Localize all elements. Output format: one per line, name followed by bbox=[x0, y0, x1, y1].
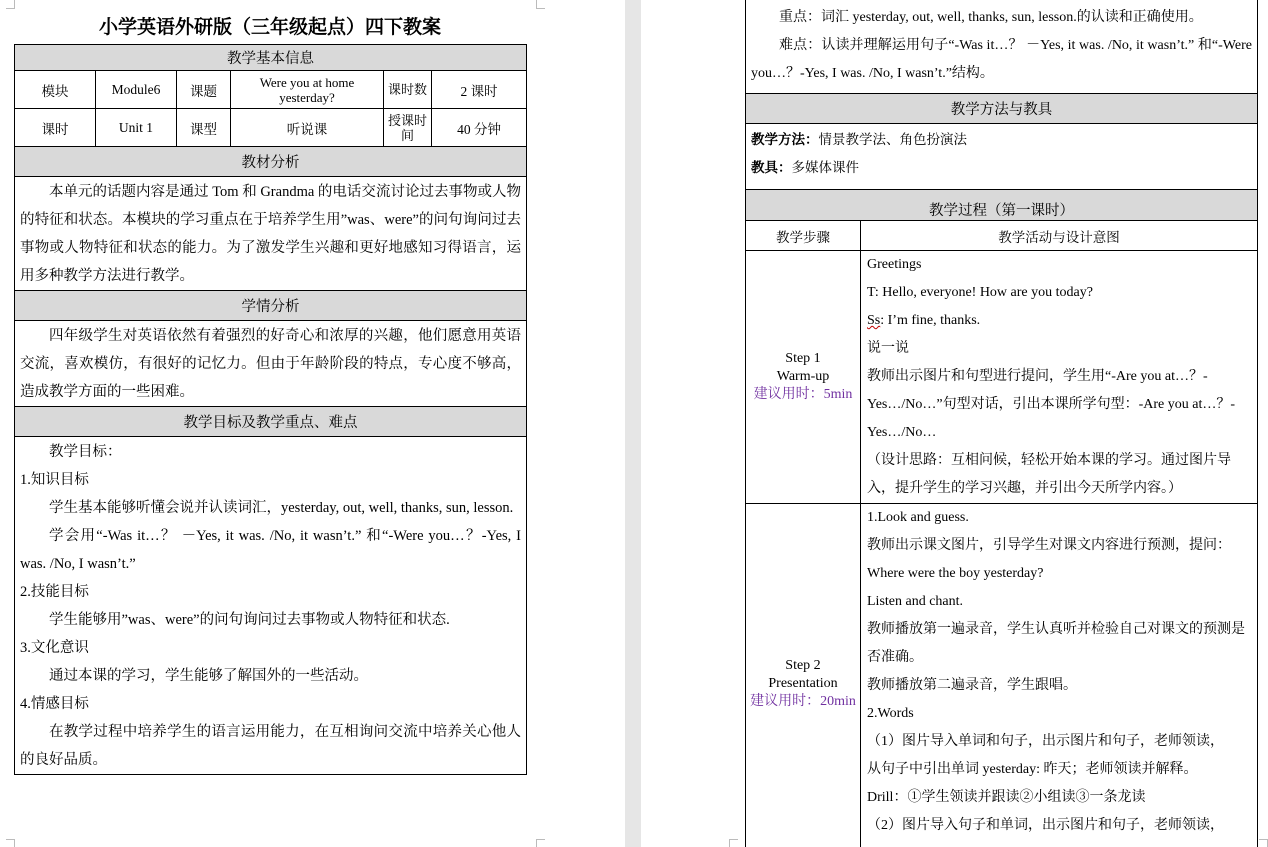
step1-cell bbox=[746, 251, 861, 504]
module-label: 模块 bbox=[15, 71, 96, 109]
goals-intro: 教学目标： bbox=[49, 444, 122, 460]
step2-line: Drill：①学生领读并跟读②小组读③一条龙读 bbox=[867, 790, 1146, 805]
step2-line: 1.Look and guess. bbox=[867, 510, 969, 525]
culture-goal-1: 通过本课的学习，学生能够了解国外的一些活动。 bbox=[49, 668, 368, 684]
culture-goal-heading: 3.文化意识 bbox=[20, 640, 89, 656]
step1-line: 说一说 bbox=[867, 341, 909, 356]
step1-line: 教师出示图片和句型进行提问，学生用“-Are you at…？-Yes…/No…”句型对话，引出本课所学句型：-Are you at…？-Yes…/No… bbox=[867, 369, 1235, 440]
step1-line: Ss: I’m fine, thanks. bbox=[867, 313, 981, 328]
skill-goal-1: 学生能够用”was、were”的问句询问过去事物或人物特征和状态. bbox=[49, 612, 450, 628]
student-analysis-header: 学情分析 bbox=[15, 291, 527, 321]
step1-line: T: Hello, everyone! How are you today? bbox=[867, 285, 1093, 300]
tools-value: 多媒体课件 bbox=[791, 160, 859, 175]
method-value: 情景教学法、角色扮演法 bbox=[818, 132, 967, 147]
methods-content bbox=[746, 124, 1258, 190]
page-gutter bbox=[625, 0, 641, 847]
step2-cell bbox=[746, 504, 861, 847]
document-page-right bbox=[641, 0, 1268, 847]
step1-line: Greetings bbox=[867, 257, 922, 272]
step2-line: 教师播放第二遍录音，学生跟唱。 bbox=[867, 678, 1077, 693]
basic-info-header: 教学基本信息 bbox=[15, 45, 527, 71]
step2-time: 建议用时：20min bbox=[750, 693, 856, 709]
student-paragraph: 四年级学生对英语依然有着强烈的好奇心和浓厚的兴趣，他们愿意用英语交流，喜欢模仿，有很好的记忆力。但由于年龄阶段的特点，专心度不够高，造成教学方面的一些困难。 bbox=[20, 328, 521, 400]
page-corner-mark bbox=[536, 839, 545, 847]
step2-name: Step 2 bbox=[785, 657, 821, 673]
topic-value: Were you at home yesterday? bbox=[231, 71, 384, 109]
key-point: 重点：词汇 yesterday, out, well, thanks, sun, lesson.的认读和正确使用。 bbox=[779, 10, 1203, 25]
lesson-plan-table-left bbox=[14, 44, 527, 775]
type-value: 听说课 bbox=[231, 109, 384, 147]
document-title: 小学英语外研版（三年级起点）四下教案 bbox=[98, 17, 441, 38]
emotion-goal-1: 在教学过程中培养学生的语言运用能力，在互相询问交流中培养关心他人的良好品质。 bbox=[20, 724, 521, 768]
student-analysis-text bbox=[15, 321, 527, 407]
tools-label: 教具： bbox=[751, 160, 792, 175]
period-label: 课时 bbox=[15, 109, 96, 147]
spell-check-word: Ss bbox=[867, 313, 881, 328]
skill-goal-heading: 2.技能目标 bbox=[20, 584, 89, 600]
step1-name: Step 1 bbox=[785, 351, 821, 366]
lesson-plan-table-right bbox=[745, 0, 1258, 847]
hours-label: 课时数 bbox=[384, 71, 432, 109]
step2-sub: Presentation bbox=[768, 675, 838, 691]
step2-line: 2.Words bbox=[867, 706, 914, 721]
type-label: 课型 bbox=[177, 109, 231, 147]
period-value: Unit 1 bbox=[96, 109, 177, 147]
process-col-activity: 教学活动与设计意图 bbox=[861, 221, 1258, 251]
hours-value: 2 课时 bbox=[432, 71, 527, 109]
step2-line: （2）图片导入句子和单词，出示图片和句子，老师领读， bbox=[867, 818, 1224, 833]
time-value: 40 分钟 bbox=[432, 109, 527, 147]
key-difficult-points bbox=[746, 0, 1258, 94]
page-corner-mark bbox=[6, 839, 15, 847]
step2-line: Listen and chant. bbox=[867, 594, 964, 609]
process-header: 教学过程（第一课时） bbox=[746, 190, 1258, 221]
document-page-left bbox=[0, 0, 625, 847]
step1-sub: Warm-up bbox=[776, 369, 830, 384]
step1-activities bbox=[861, 251, 1258, 504]
topic-label: 课题 bbox=[177, 71, 231, 109]
page-corner-mark bbox=[729, 839, 738, 847]
page-corner-mark bbox=[536, 0, 545, 9]
page-corner-mark bbox=[6, 0, 15, 9]
difficult-point: 难点：认读并理解运用句子“-Was it…？ －Yes, it was. /No, it wasn’t.” 和“-Were you…？-Yes, I was. /No, I wasn’t.”结构。 bbox=[751, 38, 1252, 81]
step2-line: 教师出示课文图片，引导学生对课文内容进行预测，提问： bbox=[867, 538, 1231, 553]
goals-content bbox=[15, 437, 527, 775]
emotion-goal-heading: 4.情感目标 bbox=[20, 696, 89, 712]
step2-line: 从句子中引出单词 yesterday: 昨天；老师领读并解释。 bbox=[867, 762, 1198, 777]
method-label: 教学方法： bbox=[751, 132, 819, 147]
step1-line: （设计思路：互相问候，轻松开始本课的学习。通过图片导入，提升学生的学习兴趣，并引出今天所学内容。） bbox=[867, 453, 1231, 496]
process-col-step: 教学步骤 bbox=[746, 221, 861, 251]
step2-line: Where were the boy yesterday? bbox=[867, 566, 1044, 581]
time-label: 授课时间 bbox=[384, 109, 432, 147]
module-value: Module6 bbox=[96, 71, 177, 109]
step2-line: 教师播放第一遍录音，学生认真听并检验自己对课文的预测是否准确。 bbox=[867, 622, 1245, 665]
material-analysis-header: 教材分析 bbox=[15, 147, 527, 177]
goals-header: 教学目标及教学重点、难点 bbox=[15, 407, 527, 437]
material-paragraph: 本单元的话题内容是通过 Tom 和 Grandma 的电话交流讨论过去事物或人物的特征和状态。本模块的学习重点在于培养学生用”was、were”的问句询问过去事物或人物特征和状态的能力。为了激发学生兴趣和更好地感知习得语言，运用多种教学方法进行教学。 bbox=[20, 184, 521, 284]
methods-header: 教学方法与教具 bbox=[746, 94, 1258, 124]
step1-time: 建议用时：5min bbox=[753, 387, 853, 402]
page-corner-mark bbox=[1259, 839, 1268, 847]
knowledge-goal-2: 学会用“-Was it…？ －Yes, it was. /No, it wasn’t.” 和“-Were you…？-Yes, I was. /No, I wasn’t.” bbox=[20, 528, 521, 572]
knowledge-goal-heading: 1.知识目标 bbox=[20, 472, 89, 488]
step2-line: （1）图片导入单词和句子，出示图片和句子，老师领读， bbox=[867, 734, 1224, 749]
knowledge-goal-1: 学生基本能够听懂会说并认读词汇，yesterday, out, well, thanks, sun, lesson. bbox=[49, 500, 514, 516]
material-analysis-text bbox=[15, 177, 527, 291]
step2-activities bbox=[861, 504, 1258, 847]
